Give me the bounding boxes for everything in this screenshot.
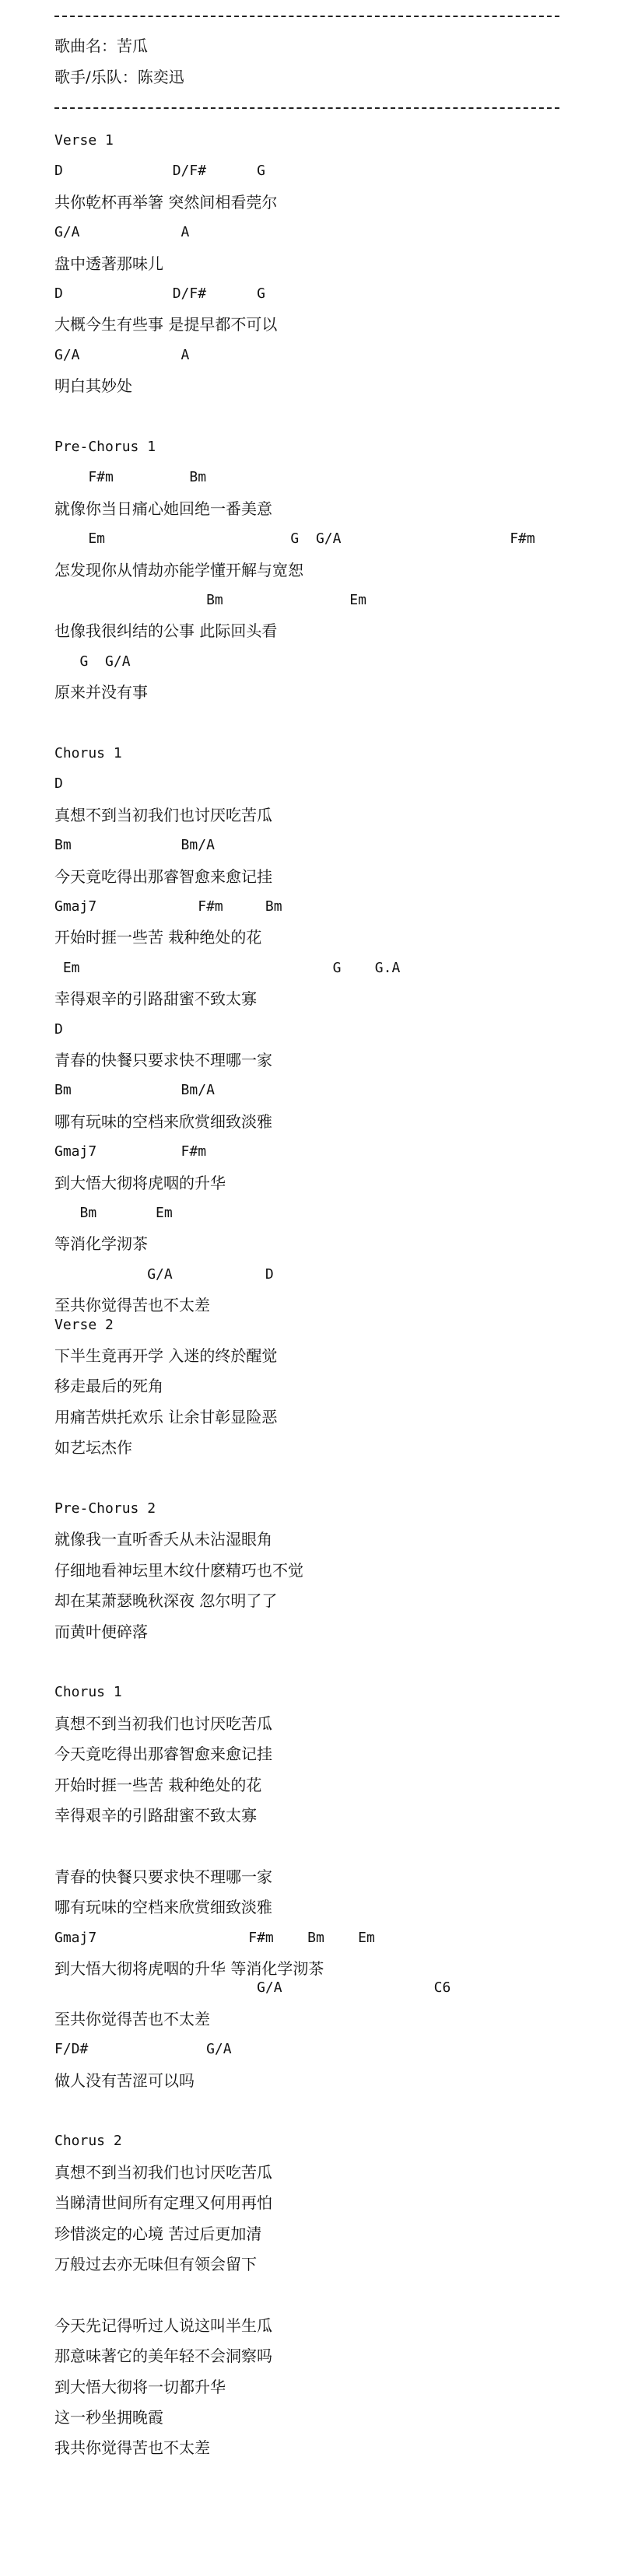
lyric-line: 就像你当日痛心她回绝一番美意 (54, 499, 272, 518)
chord-line: Em G G.A (54, 960, 401, 976)
lyric-line: 我共你觉得苦也不太差 (54, 2438, 210, 2457)
lyric-line: 用痛苦烘托欢乐 让余甘彰显险恶 (54, 1408, 278, 1426)
lyric-line: 这一秒坐拥晚霞 (54, 2408, 163, 2427)
chord-line: G/A A (54, 347, 190, 363)
lyric-line: 至共你觉得苦也不太差 (54, 1296, 210, 1314)
chord-line: Gmaj7 F#m Bm Em (54, 1930, 375, 1946)
top-divider (54, 16, 559, 17)
lyric-line: 万般过去亦无味但有领会留下 (54, 2255, 257, 2273)
section-heading: Pre-Chorus 1 (54, 439, 156, 455)
section-heading: Verse 2 (54, 1317, 114, 1333)
lyric-line: 大概今生有些事 是提早都不可以 (54, 315, 278, 334)
section-heading: Verse 1 (54, 132, 114, 149)
lyric-line: 今天竟吃得出那睿智愈来愈记挂 (54, 867, 272, 886)
lyric-line: 下半生竟再开学 入迷的终於醒觉 (54, 1346, 278, 1365)
section-heading: Chorus 2 (54, 2133, 122, 2149)
chord-line: D (54, 775, 63, 792)
lyric-line: 幸得艰辛的引路甜蜜不致太寡 (54, 1806, 257, 1825)
lyric-line: 至共你觉得苦也不太差 (54, 2010, 210, 2028)
lyric-line: 到大悟大彻将虎咽的升华 (54, 1174, 226, 1192)
chord-line: Bm Bm/A (54, 837, 215, 853)
lyric-line: 却在某萧瑟晚秋深夜 忽尔明了了 (54, 1591, 278, 1610)
lyric-line: 移走最后的死角 (54, 1377, 163, 1395)
lyric-line: 今天先记得听过人说这叫半生瓜 (54, 2316, 272, 2335)
lyric-line: 哪有玩味的空档来欣赏细致淡雅 (54, 1112, 272, 1131)
lyric-line: 也像我很纠结的公事 此际回头看 (54, 621, 278, 640)
chord-line: Bm Bm/A (54, 1082, 215, 1098)
lyric-line: 真想不到当初我们也讨厌吃苦瓜 (54, 1714, 272, 1733)
lyric-line: 原来并没有事 (54, 683, 148, 702)
lyric-line: 做人没有苦涩可以吗 (54, 2071, 195, 2090)
lyric-line: 幸得艰辛的引路甜蜜不致太寡 (54, 989, 257, 1008)
lyric-line: 珍惜淡定的心境 苦过后更加清 (54, 2224, 262, 2243)
chord-line: D (54, 1021, 63, 1038)
lyric-line: 开始时捱一些苦 栽种绝处的花 (54, 1776, 262, 1794)
lyric-line: 哪有玩味的空档来欣赏细致淡雅 (54, 1898, 272, 1916)
lyric-line: 等消化学沏茶 (54, 1234, 148, 1253)
chord-line: G G/A (54, 653, 131, 670)
chord-line: F#m Bm (54, 469, 207, 485)
section-heading: Chorus 1 (54, 745, 122, 761)
chord-line: F/D# G/A (54, 2041, 232, 2057)
lyric-line: 真想不到当初我们也讨厌吃苦瓜 (54, 806, 272, 824)
header-divider (54, 107, 559, 109)
chord-line: Bm Em (54, 1205, 173, 1221)
lyric-line: 到大悟大彻将虎咽的升华 等消化学沏茶 (54, 1959, 324, 1978)
lyric-line: 到大悟大彻将一切都升华 (54, 2378, 226, 2396)
chord-line: Gmaj7 F#m (54, 1143, 207, 1160)
chord-line: D D/F# G (54, 163, 265, 179)
lyric-line: 而黄叶便碎落 (54, 1622, 148, 1641)
lyric-line: 那意味著它的美年轻不会洞察吗 (54, 2347, 272, 2365)
lyric-line: 就像我一直听香夭从未沾湿眼角 (54, 1530, 272, 1549)
chord-line: Bm Em (54, 592, 366, 608)
lyric-line: 共你乾杯再举箸 突然间相看莞尔 (54, 193, 278, 212)
lyric-line: 当睇清世间所有定理又何用再怕 (54, 2193, 272, 2212)
lyric-line: 今天竟吃得出那睿智愈来愈记挂 (54, 1745, 272, 1763)
lyric-line: 明白其妙处 (54, 376, 132, 395)
section-heading: Chorus 1 (54, 1684, 122, 1700)
lyric-line: 真想不到当初我们也讨厌吃苦瓜 (54, 2163, 272, 2182)
chord-line: D D/F# G (54, 285, 265, 302)
chord-line: G/A A (54, 224, 190, 240)
lyric-line: 怎发现你从情劫亦能学懂开解与宽恕 (54, 561, 303, 579)
lyric-line: 开始时捱一些苦 栽种绝处的花 (54, 928, 262, 947)
song-title: 歌曲名：苦瓜 (54, 37, 148, 55)
chord-line: G/A C6 (54, 1979, 451, 1996)
chord-line: G/A D (54, 1266, 274, 1283)
chord-line: Em G G/A F#m (54, 530, 535, 547)
lyric-line: 如艺坛杰作 (54, 1438, 132, 1457)
lyric-line: 盘中透著那味儿 (54, 254, 163, 273)
lyric-line: 仔细地看神坛里木纹什麽精巧也不觉 (54, 1561, 303, 1580)
lyric-line: 青春的快餐只要求快不理哪一家 (54, 1867, 272, 1886)
chord-line: Gmaj7 F#m Bm (54, 898, 282, 915)
artist-line: 歌手/乐队：陈奕迅 (54, 68, 184, 86)
lyric-line: 青春的快餐只要求快不理哪一家 (54, 1051, 272, 1069)
section-heading: Pre-Chorus 2 (54, 1500, 156, 1517)
